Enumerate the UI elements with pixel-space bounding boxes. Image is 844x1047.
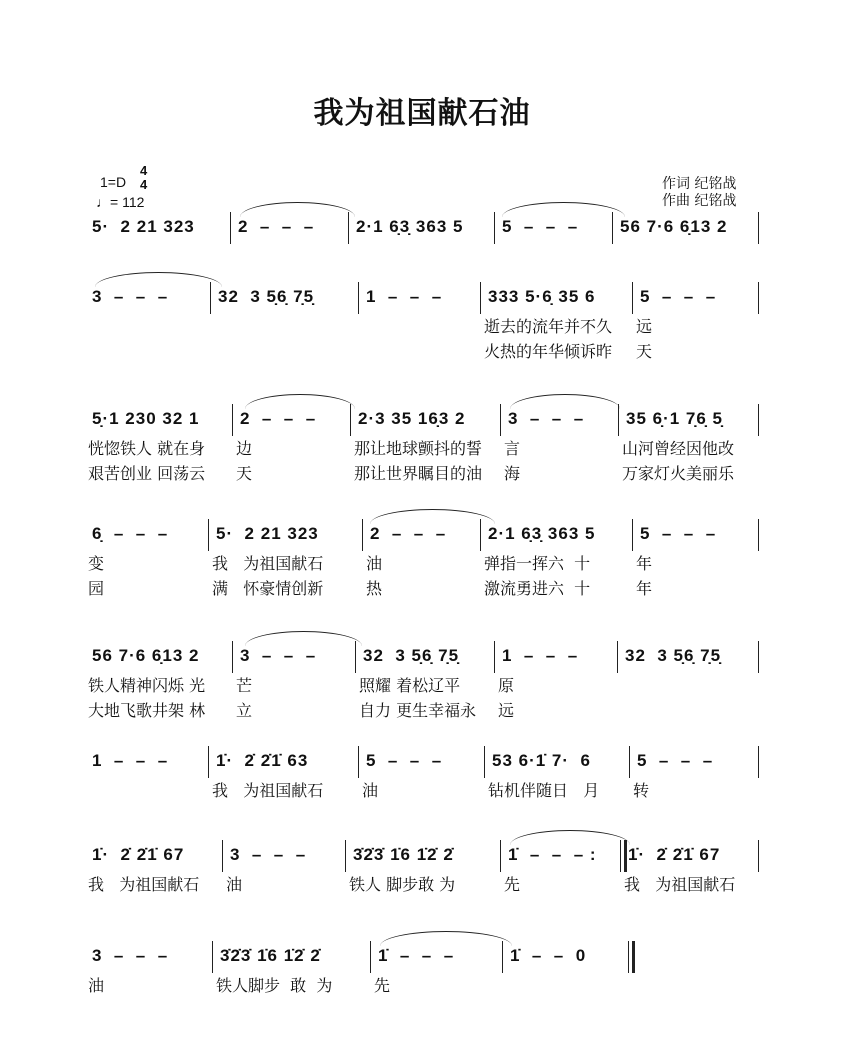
lyric-verse-1: 弹指一挥六 十 [484, 554, 591, 573]
lyric-verse-2: 远 [498, 701, 515, 720]
system-8 [0, 946, 844, 1047]
barline [345, 840, 346, 872]
lyric-verse-1: 铁人 脚步敢 为 [349, 875, 456, 894]
lyric-verse-2: 火热的年华倾诉昨 [484, 342, 613, 361]
barline [758, 746, 759, 778]
lyric-verse-1: 那让地球颤抖的誓 [354, 439, 483, 458]
lyric-verse-1: 年 [636, 554, 653, 573]
lyric-verse-1: 先 [504, 875, 521, 894]
measure-notes: 5̣·1 230 32 1 [92, 409, 200, 428]
lyric-verse-2: 热 [366, 579, 383, 598]
measure-notes: 5 – – – [366, 751, 443, 770]
measure-notes: 3 – – – [508, 409, 585, 428]
lyric-verse-2: 自力 更生幸福永 [359, 701, 477, 720]
measure-notes: 3 – – – [230, 845, 307, 864]
lyric-verse-1: 我 为祖国献石 [212, 781, 324, 800]
lyric-verse-2: 天 [236, 464, 253, 483]
lyric-verse-1: 油 [366, 554, 383, 573]
slur [510, 394, 620, 409]
measure-notes: 5 – – – [640, 287, 717, 306]
barline [617, 641, 618, 673]
measure-notes: 3 – – – [92, 946, 169, 965]
measure-notes: 32 3 5̣6̣ 7̣5̣ [363, 646, 460, 665]
lyric-verse-2: 那让世界瞩目的油 [354, 464, 483, 483]
measure-notes: 1 – – – [502, 646, 579, 665]
lyric-verse-2: 园 [88, 579, 105, 598]
lyric-verse-1: 铁人精神闪烁 光 [88, 676, 206, 695]
system-5 [0, 646, 844, 747]
barline [370, 941, 371, 973]
time-signature-top: 4 [140, 163, 148, 178]
barline [758, 519, 759, 551]
barline [500, 840, 501, 872]
slur [240, 202, 355, 217]
slur [245, 631, 362, 646]
measure-notes: 3 – – – [240, 646, 317, 665]
measure-notes: 2 – – – [240, 409, 317, 428]
lyric-verse-2: 大地飞歌井架 林 [88, 701, 206, 720]
lyric-verse-2: 年 [636, 579, 653, 598]
lyric-verse-1: 照耀 着松辽平 [359, 676, 461, 695]
lyric-verse-1: 原 [498, 676, 515, 695]
measure-notes: 53 6·1̇ 7· 6 [492, 751, 591, 770]
barline [629, 746, 630, 778]
barline [222, 840, 223, 872]
measure-notes: 5 – – – [637, 751, 714, 770]
tempo-marking: ♩= 112 [96, 194, 145, 210]
lyric-verse-1: 钻机伴随日 月 [488, 781, 600, 800]
barline [500, 404, 501, 436]
song-title: 我为祖国献石油 [313, 96, 531, 131]
measure-notes: 32 3 5̣6̣ 7̣5̣ [218, 287, 315, 306]
measure-notes: 5· 2 21 323 [216, 524, 319, 543]
measure-notes: 56 7·6 6̣13 2 [620, 217, 728, 236]
barline [208, 519, 209, 551]
barline [230, 212, 231, 244]
system-3 [0, 409, 844, 510]
measure-notes: 1̇ – – 0 [510, 946, 587, 965]
lyric-verse-1: 油 [88, 976, 105, 995]
barline [758, 404, 759, 436]
barline [758, 212, 759, 244]
measure-notes: 2·1 6̣3̣ 363 5 [488, 524, 596, 543]
barline [758, 840, 759, 872]
lyric-verse-1: 山河曾经因他改 [622, 439, 735, 458]
time-signature-bottom: 4 [140, 177, 148, 192]
lyric-verse-1: 变 [88, 554, 105, 573]
barline [494, 212, 495, 244]
measure-notes: 2 – – – [238, 217, 315, 236]
measure-notes: 1̇· 2̇ 2̇1̇ 63 [216, 751, 309, 770]
barline [362, 519, 363, 551]
barline [212, 941, 213, 973]
lyric-verse-1: 铁人脚步 敢 为 [216, 976, 333, 995]
lyric-verse-1: 转 [633, 781, 650, 800]
lyric-verse-2: 艰苦创业 回荡云 [88, 464, 206, 483]
barline [628, 941, 629, 973]
measure-notes: 2·3 35 16̣3 2 [358, 409, 466, 428]
lyricist: 作词 纪铭战 [662, 176, 737, 192]
lyric-verse-2: 海 [504, 464, 521, 483]
lyric-verse-1: 我 为祖国献石 [88, 875, 200, 894]
measure-notes: 5· 2 21 323 [92, 217, 195, 236]
barline [758, 282, 759, 314]
measure-notes: 1̇ – – – : [508, 845, 597, 864]
measure-notes: 3̇2̇3̇ 1̇6 1̇2̇ 2̇ [220, 946, 321, 965]
slur [245, 394, 355, 409]
lyric-verse-1: 油 [362, 781, 379, 800]
slur [370, 509, 495, 524]
lyric-verse-1: 我 为祖国献石 [624, 875, 736, 894]
measure-notes: 2·1 6̣3̣ 363 5 [356, 217, 464, 236]
measure-notes: 5 – – – [502, 217, 579, 236]
barline [208, 746, 209, 778]
lyric-verse-2: 天 [636, 342, 653, 361]
barline [758, 641, 759, 673]
measure-notes: 3̇2̇3̇ 1̇6 1̇2̇ 2̇ [353, 845, 454, 864]
measure-notes: 5 – – – [640, 524, 717, 543]
lyric-verse-1: 言 [504, 439, 521, 458]
system-2 [0, 287, 844, 388]
measure-notes: 1̇· 2̇ 2̇1̇ 67 [628, 845, 721, 864]
measure-notes: 3 – – – [92, 287, 169, 306]
measure-notes: 1̇· 2̇ 2̇1̇ 67 [92, 845, 185, 864]
credits [662, 176, 736, 210]
system-4 [0, 524, 844, 625]
time-signature [140, 164, 147, 192]
lyric-verse-2: 万家灯火美丽乐 [622, 464, 735, 483]
barline [358, 282, 359, 314]
barline [484, 746, 485, 778]
barline [232, 404, 233, 436]
measure-notes: 1̇ – – – [378, 946, 455, 965]
barline [632, 519, 633, 551]
barline [632, 282, 633, 314]
lyric-verse-2: 满 怀豪情创新 [212, 579, 324, 598]
lyric-verse-1: 先 [374, 976, 391, 995]
lyric-verse-1: 我 为祖国献石 [212, 554, 324, 573]
barline [494, 641, 495, 673]
measure-notes: 6̣ – – – [92, 524, 169, 543]
lyric-verse-2: 激流勇进六 十 [484, 579, 591, 598]
measure-notes: 2 – – – [370, 524, 447, 543]
barline [232, 641, 233, 673]
lyric-verse-1: 远 [636, 317, 653, 336]
lyric-verse-1: 油 [226, 875, 243, 894]
system-6 [0, 751, 844, 852]
lyric-verse-1: 逝去的流年并不久 [484, 317, 613, 336]
barline [358, 746, 359, 778]
measure-notes: 32 3 5̣6̣ 7̣5̣ [625, 646, 722, 665]
slur [502, 202, 625, 217]
measure-notes: 333 5·6̣ 35 6 [488, 287, 596, 306]
lyric-verse-1: 芒 [236, 676, 253, 695]
measure-notes: 1 – – – [92, 751, 169, 770]
lyric-verse-1: 恍惚铁人 就在身 [88, 439, 206, 458]
composer: 作曲 纪铭战 [662, 193, 737, 209]
measure-notes: 35 6̣·1 7̣6̣ 5̣ [626, 409, 724, 428]
measure-notes: 1 – – – [366, 287, 443, 306]
lyric-verse-2: 立 [236, 701, 253, 720]
key-signature: 1=D [100, 174, 127, 190]
lyric-verse-1: 边 [236, 439, 253, 458]
barline [480, 282, 481, 314]
measure-notes: 56 7·6 6̣13 2 [92, 646, 200, 665]
final-barline [632, 941, 635, 973]
